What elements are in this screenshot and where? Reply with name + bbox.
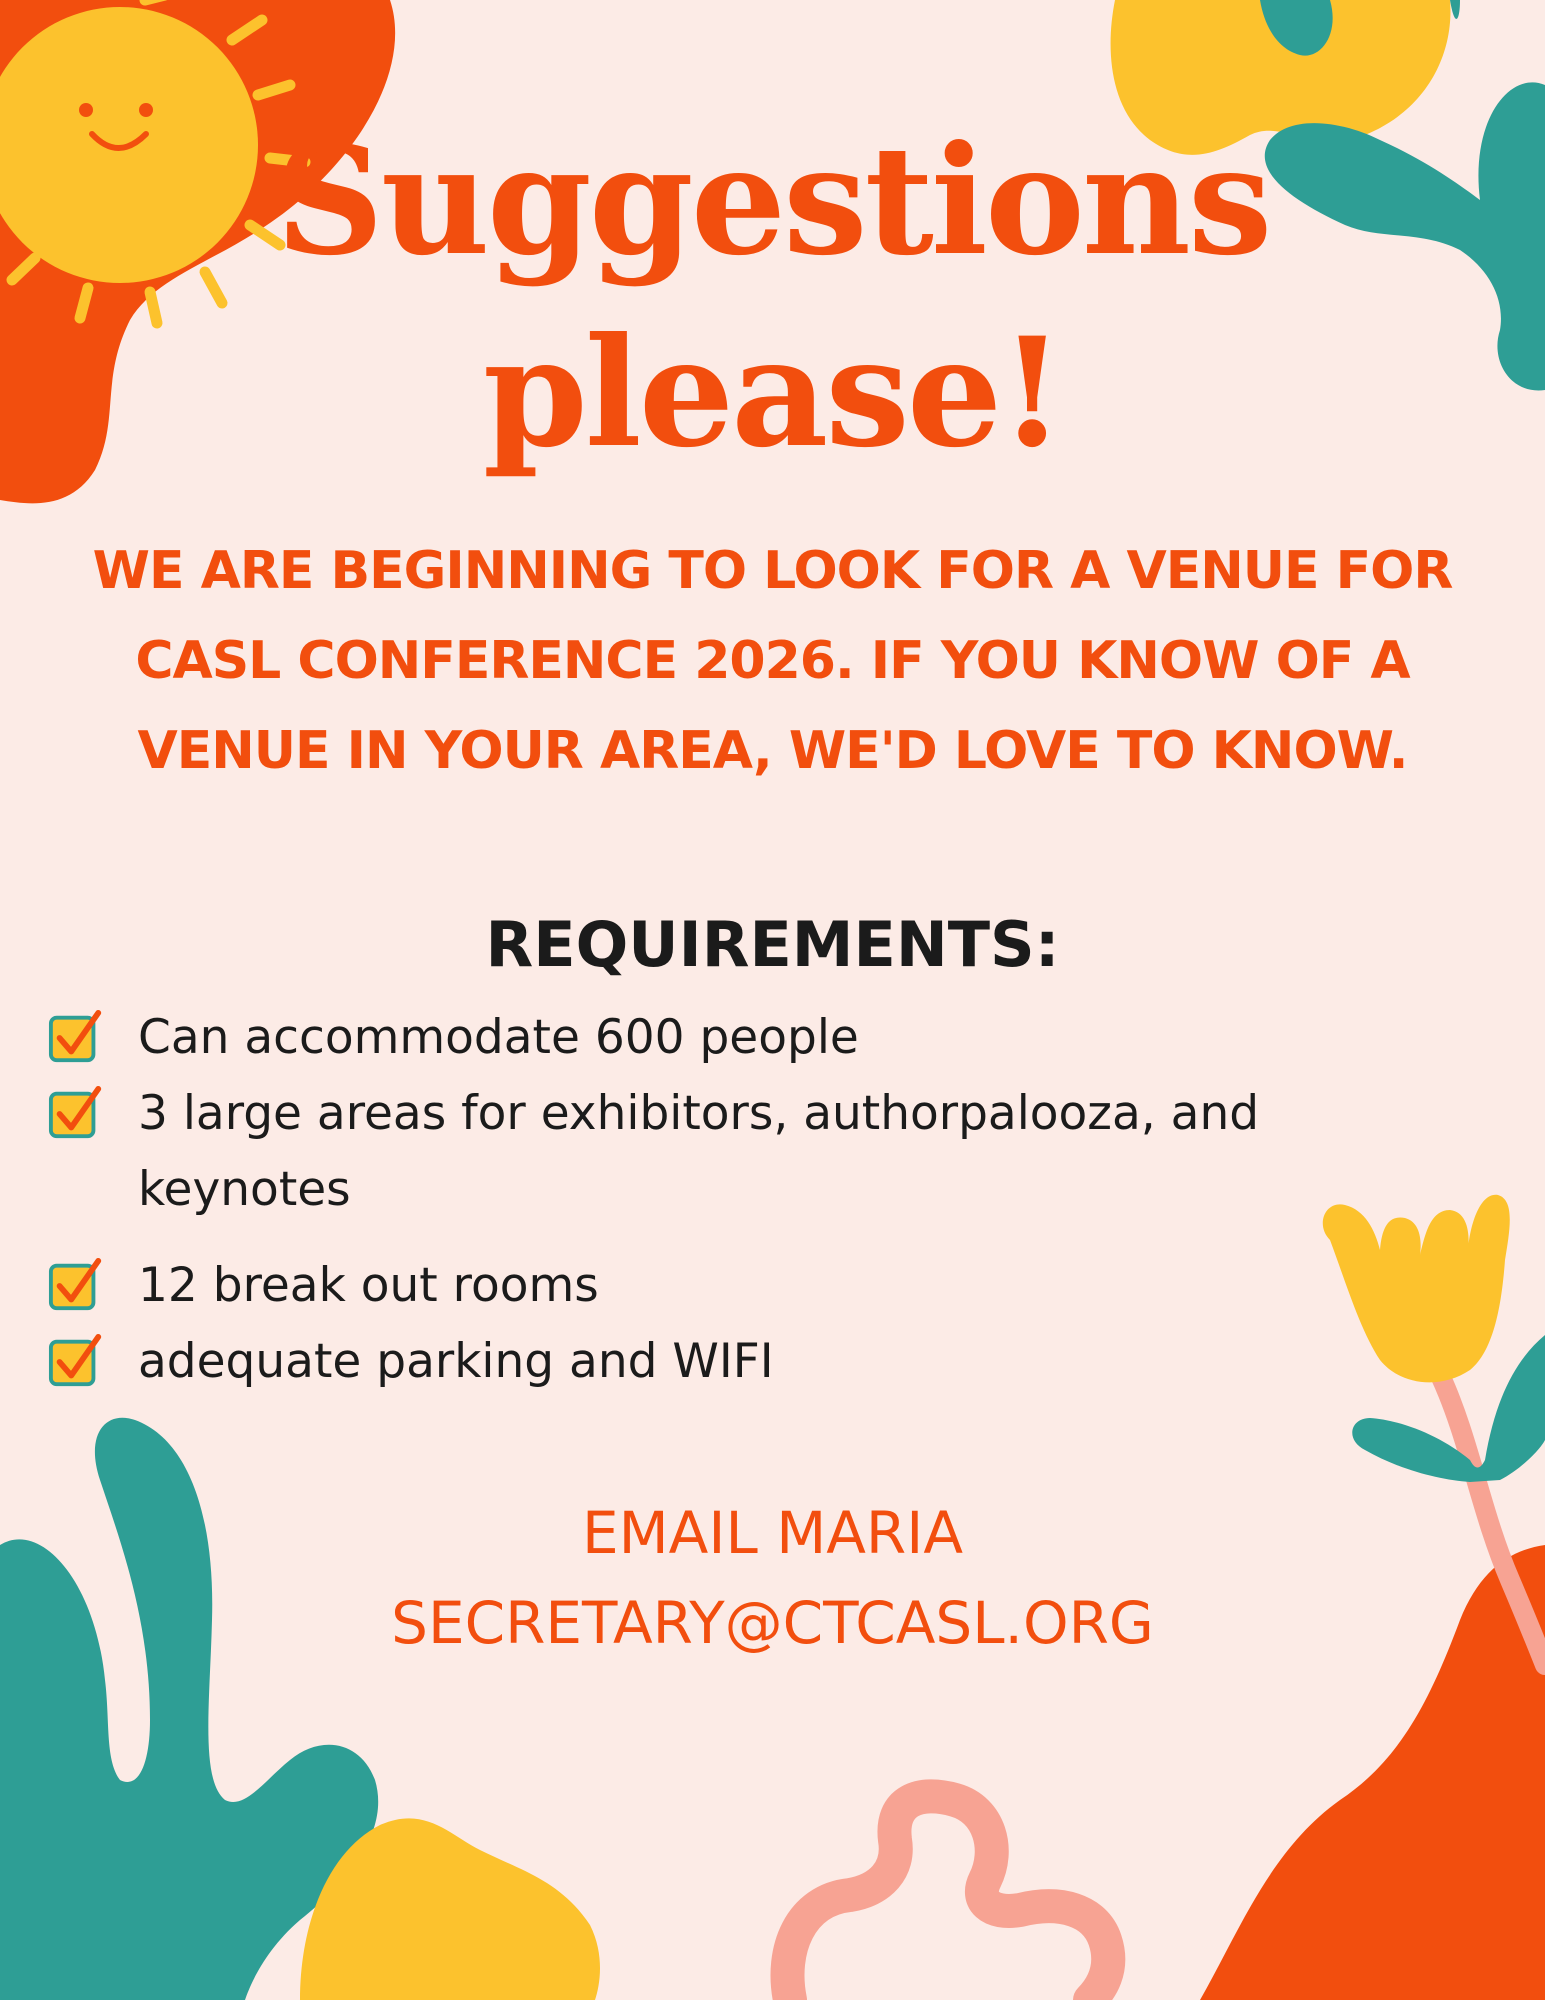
email-link[interactable]: SECRETARY@CTCASL.ORG (391, 1589, 1154, 1657)
contact-email (0, 1578, 1545, 1668)
intro-line-1: WE ARE BEGINNING TO LOOK FOR A VENUE FOR (92, 541, 1453, 601)
requirement-text: 3 large areas for exhibitors, authorpalooza, and keynotes (138, 1086, 1260, 1217)
requirement-item (48, 1248, 1348, 1324)
requirements-heading: REQUIREMENTS: (485, 908, 1060, 981)
title-line-2: please! (482, 305, 1063, 481)
requirements-list (48, 1000, 1348, 1400)
requirement-text: Can accommodate 600 people (138, 1010, 859, 1065)
requirement-text: adequate parking and WIFI (138, 1334, 774, 1389)
intro-line-3: VENUE IN YOUR AREA, WE'D LOVE TO KNOW. (137, 721, 1408, 781)
contact-line: EMAIL MARIA (581, 1499, 964, 1567)
checkbox-check-icon (48, 1333, 106, 1391)
intro-line-2: CASL CONFERENCE 2026. IF YOU KNOW OF A (135, 631, 1410, 691)
requirement-item (48, 1076, 1358, 1228)
checkbox-check-icon (48, 1085, 106, 1143)
requirement-item (48, 1000, 1348, 1076)
requirement-item (48, 1324, 1348, 1400)
pink-flower-outline (788, 1796, 1109, 2000)
checkbox-check-icon (48, 1009, 106, 1067)
requirement-text: 12 break out rooms (138, 1258, 599, 1313)
checkbox-check-icon (48, 1257, 106, 1315)
title-line-1: Suggestions (275, 113, 1270, 289)
